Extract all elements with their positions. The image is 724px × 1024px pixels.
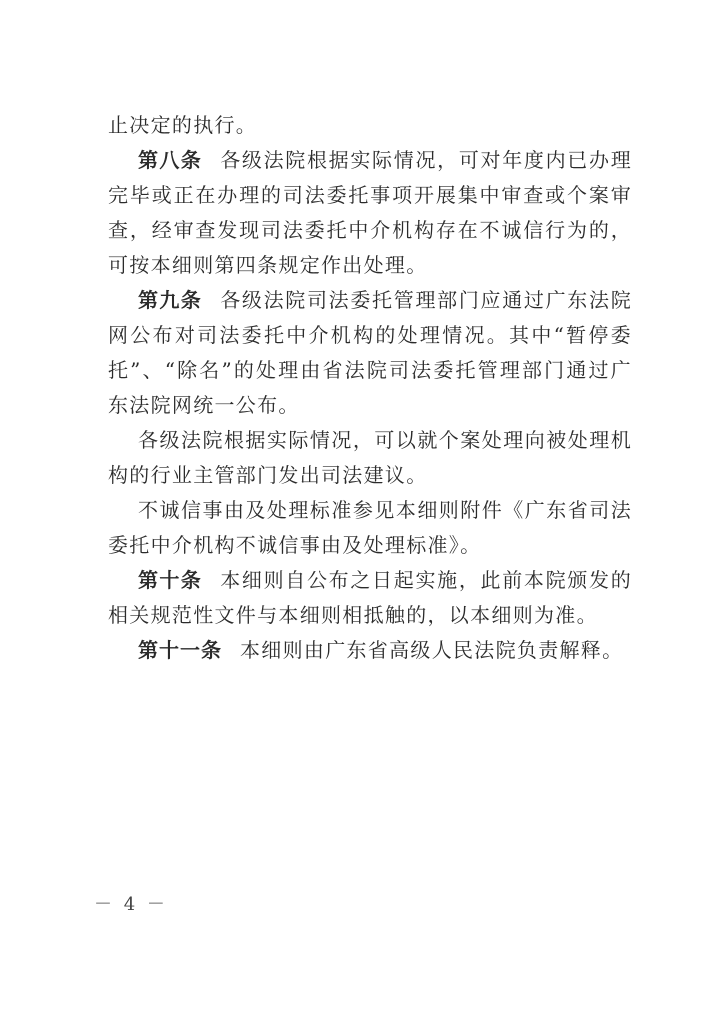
article-text: 本细则自公布之日起实施，此前本院颁发的相关规范性文件与本细则相抵触的，以本细则为准。 — [108, 568, 632, 627]
article-text: 本细则由广东省高级人民法院负责解释。 — [240, 638, 624, 662]
article-label: 第九条 — [138, 288, 203, 312]
paragraph-judicial-suggestion — [108, 423, 632, 493]
article-text: 各级法院根据实际情况，可对年度内已办理完毕或正在办理的司法委托事项开展集中审查或个案审查，经审查发现司法委托中介机构存在不诚信行为的，可按本细则第四条规定作出处理。 — [108, 148, 632, 277]
paragraph-text: 不诚信事由及处理标准参见本细则附件《广东省司法委托中介机构不诚信事由及处理标准》。 — [108, 498, 632, 557]
paragraph-continuation — [108, 108, 632, 143]
paragraph-text: 止决定的执行。 — [108, 113, 258, 137]
article-text: 各级法院司法委托管理部门应通过广东法院网公布对司法委托中介机构的处理情况。其中“暂停委托”、“除名”的处理由省法院司法委托管理部门通过广东法院网统一公布。 — [108, 288, 632, 417]
page-number: － 4 － — [94, 894, 168, 915]
article-label: 第十一条 — [138, 638, 222, 662]
document-body — [108, 108, 632, 668]
article-8 — [108, 143, 632, 283]
paragraph-text: 各级法院根据实际情况，可以就个案处理向被处理机构的行业主管部门发出司法建议。 — [108, 428, 632, 487]
article-label: 第八条 — [138, 148, 203, 172]
article-label: 第十条 — [138, 568, 203, 592]
article-10 — [108, 563, 632, 633]
article-9 — [108, 283, 632, 423]
article-11 — [108, 633, 632, 668]
paragraph-appendix-reference — [108, 493, 632, 563]
